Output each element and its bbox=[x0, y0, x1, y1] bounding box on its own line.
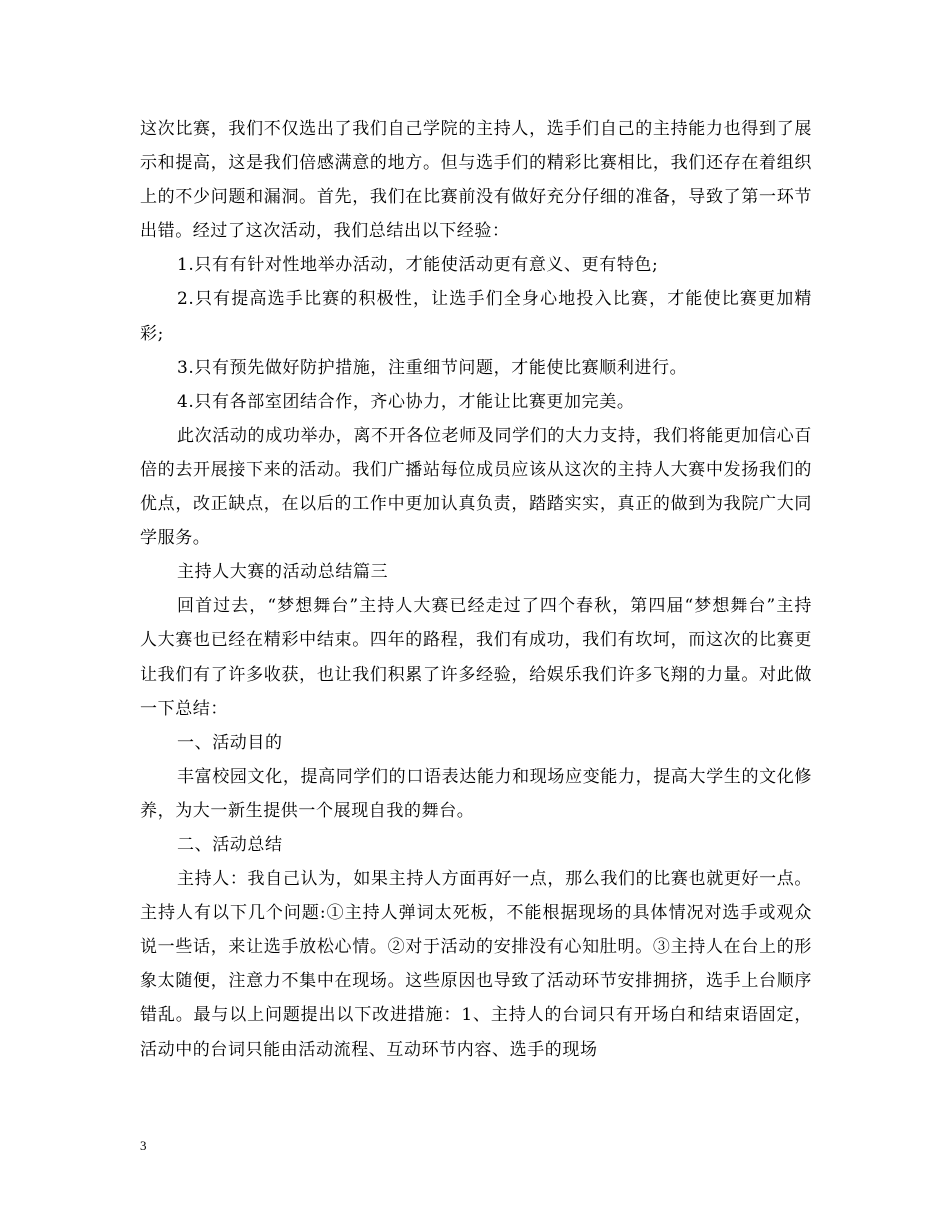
paragraph: 4.只有各部室团结合作，齐心协力，才能让比赛更加完美。 bbox=[177, 391, 635, 412]
document-body bbox=[140, 112, 812, 1067]
paragraph: 2.只有提高选手比赛的积极性，让选手们全身心地投入比赛，才能使比赛更加精彩; bbox=[140, 289, 812, 344]
paragraph: 1.只有有针对性地举办活动，才能使活动更有意义、更有特色; bbox=[177, 255, 659, 276]
paragraph: 这次比赛，我们不仅选出了我们自己学院的主持人，选手们自己的主持能力也得到了展示和提高，这是我们倍感满意的地方。但与选手们的精彩比赛相比，我们还存在着组织上的不少问题和漏洞。首先，我们在比赛前没有做好充分仔细的准备，导致了第一环节出错。经过了这次活动，我们总结出以下经验： bbox=[140, 119, 812, 242]
page-number: 3 bbox=[140, 1138, 147, 1153]
paragraph: 此次活动的成功举办，离不开各位老师及同学们的大力支持，我们将能更加信心百倍的去开展接下来的活动。我们广播站每位成员应该从这次的主持人大赛中发扬我们的优点，改正缺点，在以后的工作中更加认真负责，踏踏实实，真正的做到为我院广大同学服务。 bbox=[140, 425, 812, 549]
paragraph: 主持人：我自己认为，如果主持人方面再好一点，那么我们的比赛也就更好一点。主持人有以下几个问题:①主持人弹词太死板，不能根据现场的具体情况对选手或观众说一些话，来让选手放松心情。②对于活动的安排没有心知肚明。③主持人在台上的形象太随便，注意力不集中在现场。这些原因也导致了活动环节安排拥挤，选手上台顺序错乱。最与以上问题提出以下改进措施：1、主持人的台词只有开场白和结束语固定，活动中的台词只能由活动流程、互动环节内容、选手的现场 bbox=[140, 869, 812, 1060]
paragraph: 丰富校园文化，提高同学们的口语表达能力和现场应变能力，提高大学生的文化修养，为大一新生提供一个展现自我的舞台。 bbox=[140, 766, 812, 821]
paragraph: 3.只有预先做好防护措施，注重细节问题，才能使比赛顺利进行。 bbox=[177, 357, 688, 378]
paragraph: 二、活动总结 bbox=[177, 834, 283, 855]
paragraph: 回首过去，“梦想舞台”主持人大赛已经走过了四个春秋，第四届“梦想舞台”主持人大赛也已经在精彩中结束。四年的路程，我们有成功，我们有坎坷，而这次的比赛更让我们有了许多收获，也让我们积累了许多经验，给娱乐我们许多飞翔的力量。对此做一下总结： bbox=[140, 596, 812, 719]
paragraph: 一、活动目的 bbox=[177, 732, 283, 753]
paragraph: 主持人大赛的活动总结篇三 bbox=[177, 562, 389, 583]
